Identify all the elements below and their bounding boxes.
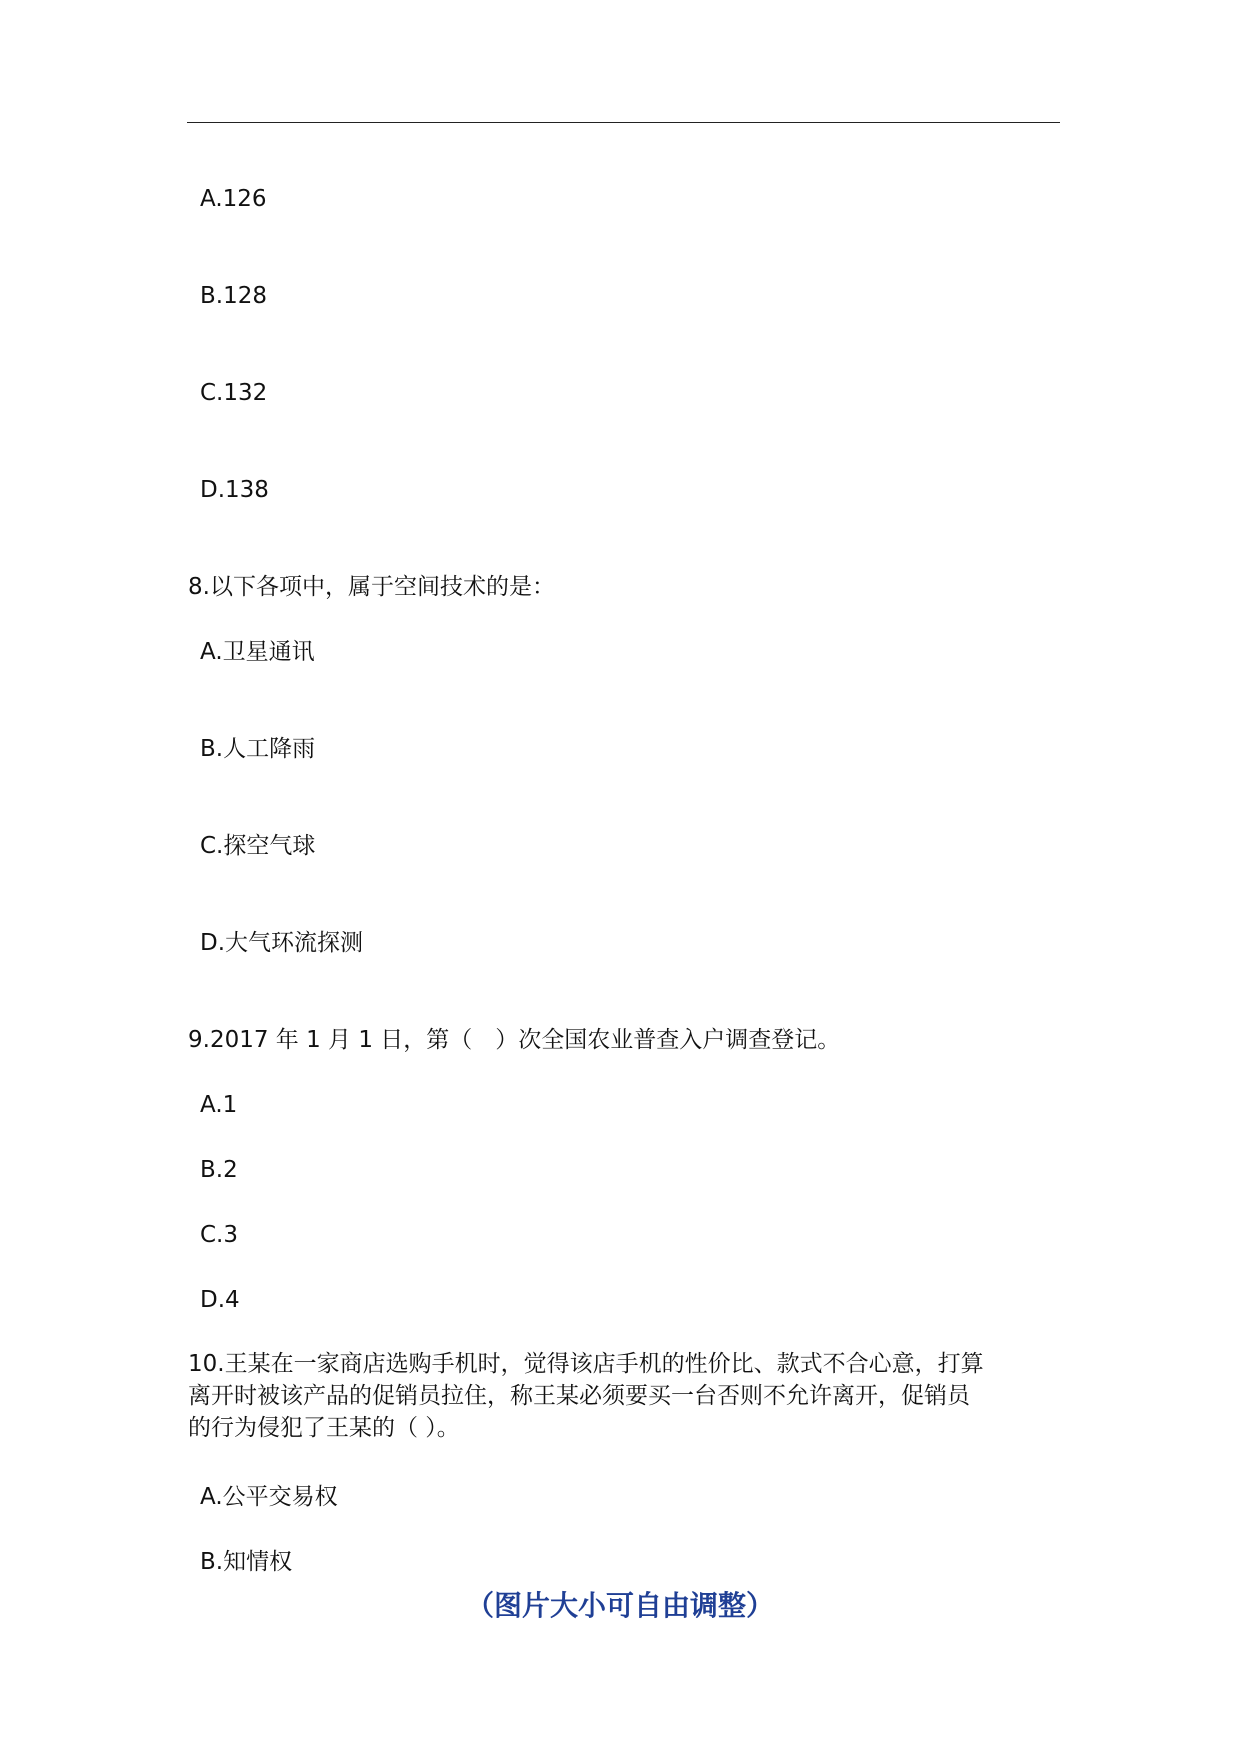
q10-question (188, 1348, 1068, 1444)
q7-option-a: A.126 (200, 186, 267, 212)
q10-question-line: 10.王某在一家商店选购手机时，觉得该店手机的性价比、款式不合心意，打算 (188, 1351, 984, 1377)
header-rule (187, 122, 1060, 123)
q9-question: 9.2017 年 1 月 1 日，第（ ）次全国农业普查入户调查登记。 (188, 1027, 841, 1053)
q10-question-line: 的行为侵犯了王某的（ ）。 (188, 1415, 460, 1441)
q10-question-line: 离开时被该产品的促销员拉住，称王某必须要买一台否则不允许离开，促销员 (188, 1383, 970, 1409)
resize-note: （图片大小可自由调整） (465, 1589, 774, 1622)
q7-option-b: B.128 (200, 283, 267, 309)
q8-question: 8.以下各项中，属于空间技术的是： (188, 574, 555, 600)
q9-option-d: D.4 (200, 1287, 240, 1313)
q8-option-c: C.探空气球 (200, 833, 316, 859)
q9-option-c: C.3 (200, 1222, 239, 1248)
q7-option-c: C.132 (200, 380, 268, 406)
q8-option-d: D.大气环流探测 (200, 930, 364, 956)
q9-option-b: B.2 (200, 1157, 238, 1183)
q7-option-d: D.138 (200, 477, 269, 503)
q10-option-a: A.公平交易权 (200, 1484, 338, 1510)
q10-option-b: B.知情权 (200, 1549, 293, 1575)
q8-option-b: B.人工降雨 (200, 736, 316, 762)
q8-option-a: A.卫星通讯 (200, 639, 315, 665)
q9-option-a: A.1 (200, 1092, 238, 1118)
